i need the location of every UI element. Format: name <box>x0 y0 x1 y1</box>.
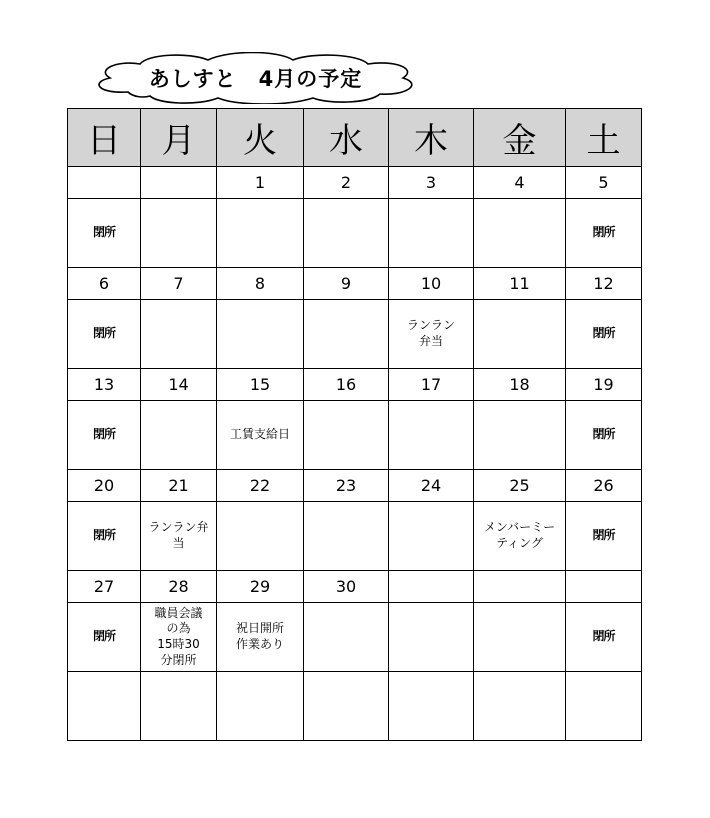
date-row <box>68 369 642 401</box>
date-number: 29 <box>217 571 304 603</box>
event-note: メンバーミー ティング <box>474 502 566 571</box>
date-number: 30 <box>304 571 389 603</box>
empty-cell <box>474 401 566 470</box>
date-number: 10 <box>389 268 474 300</box>
empty-cell <box>304 199 389 268</box>
date-number <box>474 571 566 603</box>
date-number: 7 <box>141 268 217 300</box>
closed-label: 閉所 <box>68 199 141 268</box>
empty-cell <box>217 672 304 741</box>
empty-cell <box>68 672 141 741</box>
date-number: 9 <box>304 268 389 300</box>
empty-cell <box>304 401 389 470</box>
date-number: 12 <box>566 268 642 300</box>
date-number: 3 <box>389 167 474 199</box>
date-number: 16 <box>304 369 389 401</box>
closed-label: 閉所 <box>566 401 642 470</box>
date-row <box>68 167 642 199</box>
closed-label: 閉所 <box>68 603 141 672</box>
event-row <box>68 300 642 369</box>
empty-cell <box>217 502 304 571</box>
date-number: 4 <box>474 167 566 199</box>
date-number: 15 <box>217 369 304 401</box>
date-number: 27 <box>68 571 141 603</box>
empty-cell <box>389 672 474 741</box>
weekday-friday: 金 <box>474 109 566 167</box>
date-row <box>68 268 642 300</box>
date-number <box>68 167 141 199</box>
weekday-header-row <box>68 109 642 167</box>
date-number: 28 <box>141 571 217 603</box>
empty-cell <box>474 300 566 369</box>
empty-cell <box>389 199 474 268</box>
title-cloud <box>88 52 423 104</box>
weekday-thursday: 木 <box>389 109 474 167</box>
empty-cell <box>217 199 304 268</box>
event-row <box>68 401 642 470</box>
empty-cell <box>304 300 389 369</box>
empty-cell <box>217 300 304 369</box>
event-note: ランラン 弁当 <box>389 300 474 369</box>
closed-label: 閉所 <box>68 401 141 470</box>
date-number: 25 <box>474 470 566 502</box>
empty-cell <box>566 672 642 741</box>
event-note: 祝日開所 作業あり <box>217 603 304 672</box>
closed-label: 閉所 <box>566 502 642 571</box>
date-number: 8 <box>217 268 304 300</box>
empty-cell <box>304 603 389 672</box>
event-note: 工賃支給日 <box>217 401 304 470</box>
empty-cell <box>304 502 389 571</box>
date-number: 13 <box>68 369 141 401</box>
event-row <box>68 199 642 268</box>
weekday-monday: 月 <box>141 109 217 167</box>
event-row <box>68 502 642 571</box>
closed-label: 閉所 <box>68 502 141 571</box>
empty-cell <box>141 672 217 741</box>
page-title: あしすと 4月の予定 <box>148 67 363 91</box>
date-number: 5 <box>566 167 642 199</box>
closed-label: 閉所 <box>68 300 141 369</box>
event-note: 職員会議 の為 15時30 分閉所 <box>141 603 217 672</box>
weekday-sunday: 日 <box>68 109 141 167</box>
date-number: 21 <box>141 470 217 502</box>
date-number: 24 <box>389 470 474 502</box>
weekday-tuesday: 火 <box>217 109 304 167</box>
date-row <box>68 571 642 603</box>
empty-cell <box>389 401 474 470</box>
date-number: 6 <box>68 268 141 300</box>
date-number: 23 <box>304 470 389 502</box>
empty-cell <box>389 502 474 571</box>
closed-label: 閉所 <box>566 603 642 672</box>
empty-cell <box>474 603 566 672</box>
date-number <box>389 571 474 603</box>
weekday-saturday: 土 <box>566 109 642 167</box>
weekday-wednesday: 水 <box>304 109 389 167</box>
date-number: 26 <box>566 470 642 502</box>
closed-label: 閉所 <box>566 300 642 369</box>
date-row <box>68 470 642 502</box>
date-number: 17 <box>389 369 474 401</box>
date-number: 20 <box>68 470 141 502</box>
empty-cell <box>141 401 217 470</box>
date-number: 14 <box>141 369 217 401</box>
empty-cell <box>141 199 217 268</box>
date-number: 11 <box>474 268 566 300</box>
calendar-table <box>67 108 642 741</box>
event-row <box>68 672 642 741</box>
empty-cell <box>474 672 566 741</box>
date-number: 22 <box>217 470 304 502</box>
date-number: 1 <box>217 167 304 199</box>
date-number: 2 <box>304 167 389 199</box>
empty-cell <box>141 300 217 369</box>
date-number <box>141 167 217 199</box>
date-number: 19 <box>566 369 642 401</box>
closed-label: 閉所 <box>566 199 642 268</box>
event-row <box>68 603 642 672</box>
date-number: 18 <box>474 369 566 401</box>
empty-cell <box>474 199 566 268</box>
empty-cell <box>389 603 474 672</box>
event-note: ランラン弁 当 <box>141 502 217 571</box>
empty-cell <box>304 672 389 741</box>
date-number <box>566 571 642 603</box>
